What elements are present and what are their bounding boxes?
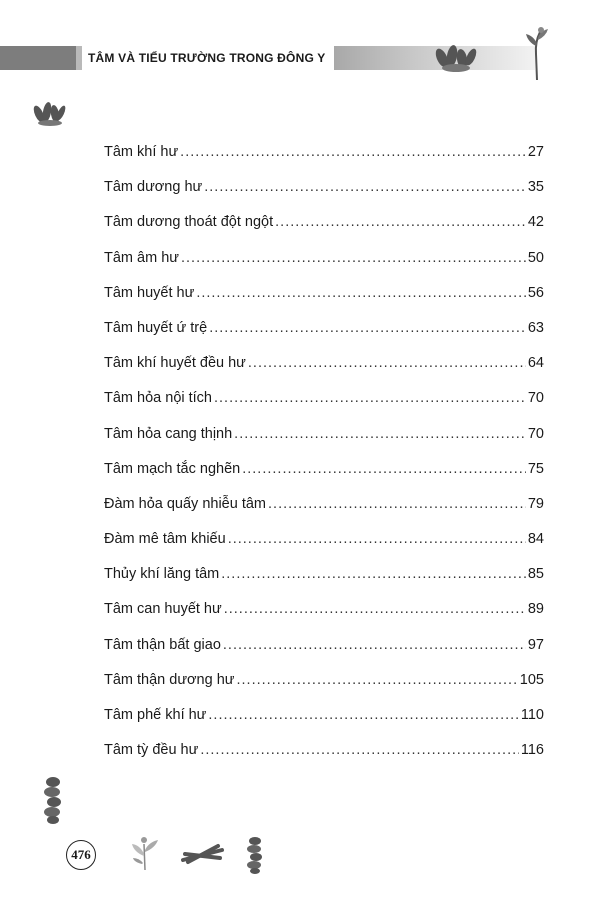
toc-entry-label: Tâm phế khí hư <box>104 707 207 723</box>
toc-entry-page: 85 <box>527 566 544 583</box>
toc-entry <box>104 390 544 425</box>
toc-entry <box>104 496 544 531</box>
root-stack-icon <box>244 836 266 874</box>
toc-leader-dots <box>204 179 526 195</box>
toc-entry <box>104 742 544 777</box>
toc-entry <box>104 285 544 320</box>
toc-entry-page: 42 <box>527 214 544 231</box>
toc-leader-dots <box>234 426 526 442</box>
toc-leader-dots <box>224 601 526 617</box>
toc-entry-label: Tâm khí huyết đều hư <box>104 355 246 372</box>
toc-entry-label: Thủy khí lăng tâm <box>104 566 220 583</box>
toc-entry <box>104 355 544 390</box>
toc-leader-dots <box>181 250 526 266</box>
herb-cluster-icon <box>430 36 482 80</box>
toc-leader-dots <box>242 461 526 477</box>
toc-entry-page: 50 <box>527 249 544 266</box>
toc-leader-dots <box>237 672 518 688</box>
table-of-contents <box>104 144 544 777</box>
toc-leader-dots <box>228 531 526 547</box>
toc-leader-dots <box>214 390 526 406</box>
toc-leader-dots <box>180 144 526 160</box>
toc-entry-label: Tâm dương hư <box>104 179 203 196</box>
toc-entry-page: 84 <box>527 531 544 548</box>
toc-entry-label: Tâm thận bất giao <box>104 636 221 653</box>
toc-entry-page: 79 <box>527 495 544 512</box>
toc-entry <box>104 672 544 707</box>
toc-entry <box>104 531 544 566</box>
toc-entry <box>104 461 544 496</box>
toc-entry-page: 35 <box>527 179 544 196</box>
toc-entry-page: 97 <box>527 636 544 653</box>
toc-entry-label: Tâm huyết ứ trệ <box>104 319 208 336</box>
toc-entry <box>104 637 544 672</box>
toc-leader-dots <box>275 214 526 230</box>
toc-entry-label: Tâm dương thoát đột ngột <box>104 214 274 231</box>
toc-leader-dots <box>196 285 526 301</box>
toc-entry <box>104 320 544 355</box>
toc-leader-dots <box>221 566 526 582</box>
toc-leader-dots <box>223 637 526 653</box>
toc-entry <box>104 601 544 636</box>
toc-entry-page: 27 <box>527 144 544 160</box>
toc-entry-page: 56 <box>527 284 544 301</box>
toc-entry-page: 70 <box>527 390 544 407</box>
toc-entry-page: 105 <box>519 671 544 688</box>
toc-entry-label: Tâm thận dương hư <box>104 671 235 688</box>
toc-entry-label: Tâm mạch tắc nghẽn <box>104 460 241 477</box>
toc-leader-dots <box>268 496 526 512</box>
toc-entry-label: Tâm âm hư <box>104 249 179 266</box>
header-shade <box>298 46 535 70</box>
toc-entry-label: Tâm can huyết hư <box>104 601 222 618</box>
toc-entry <box>104 566 544 601</box>
toc-entry-label: Đàm mê tâm khiếu <box>104 531 226 548</box>
toc-leader-dots <box>209 320 526 336</box>
toc-entry-page: 64 <box>527 355 544 372</box>
toc-entry-label: Tâm huyết hư <box>104 284 195 301</box>
toc-entry-page: 70 <box>527 425 544 442</box>
toc-entry-label: Tâm tỳ đều hư <box>104 742 199 759</box>
toc-leader-dots <box>248 355 526 371</box>
herb-bundle-icon <box>180 842 226 866</box>
toc-entry-page: 110 <box>520 707 544 723</box>
header-left-block <box>0 46 76 70</box>
toc-entry-page: 116 <box>520 742 544 759</box>
herb-sprig-icon <box>128 832 162 872</box>
toc-leader-dots <box>208 707 518 723</box>
toc-entry <box>104 426 544 461</box>
toc-entry-label: Đàm hỏa quấy nhiễu tâm <box>104 495 267 512</box>
toc-entry-page: 89 <box>527 601 544 618</box>
page-number: 476 <box>66 840 96 870</box>
toc-entry-label: Tâm hỏa nội tích <box>104 390 212 407</box>
herb-cluster-icon <box>30 96 68 132</box>
toc-entry-label: Tâm hỏa cang thịnh <box>104 425 233 442</box>
toc-leader-dots <box>200 742 519 758</box>
running-header-title: TÂM VÀ TIỂU TRƯỜNG TRONG ĐÔNG Y <box>82 46 334 70</box>
toc-entry-page: 63 <box>527 319 544 336</box>
toc-entry <box>104 144 544 179</box>
toc-entry <box>104 214 544 249</box>
toc-entry <box>104 707 544 742</box>
toc-entry <box>104 179 544 214</box>
toc-entry-label: Tâm khí hư <box>104 144 179 160</box>
root-stack-icon <box>40 776 66 824</box>
toc-entry <box>104 250 544 285</box>
herb-sprig-icon <box>522 24 552 82</box>
toc-entry-page: 75 <box>527 460 544 477</box>
